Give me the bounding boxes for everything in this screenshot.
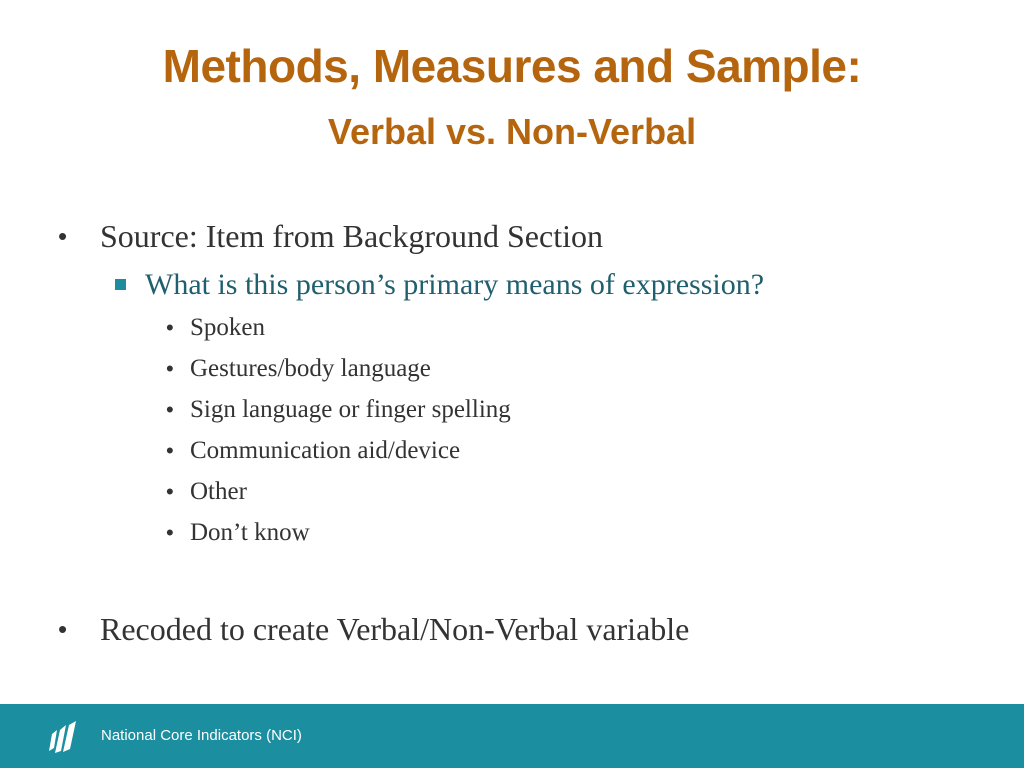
bullet-dot-icon: • <box>166 315 174 340</box>
option-text: Spoken <box>190 314 265 341</box>
bullet-source-text: Source: Item from Background Section <box>100 218 603 254</box>
sub-bullet-question <box>145 265 764 305</box>
bullet-dot-icon: • <box>166 520 174 545</box>
slide-subtitle: Verbal vs. Non-Verbal <box>327 111 697 152</box>
option-item <box>166 516 310 550</box>
question-text: What is this person’s primary means of expression? <box>145 268 765 301</box>
option-item <box>166 475 247 509</box>
bullet-recoded <box>58 609 690 649</box>
option-text: Don’t know <box>190 519 310 546</box>
option-item <box>166 352 431 386</box>
bullet-dot-icon: • <box>58 221 68 251</box>
square-bullet-icon <box>115 279 126 290</box>
option-text: Communication aid/device <box>190 437 461 464</box>
option-item <box>166 311 265 345</box>
bullet-dot-icon: • <box>58 614 68 644</box>
slide-title: Methods, Measures and Sample: <box>162 40 862 92</box>
bullet-dot-icon: • <box>166 356 174 381</box>
footer-text: National Core Indicators (NCI) <box>101 727 302 744</box>
option-text: Gestures/body language <box>190 355 431 382</box>
bullet-dot-icon: • <box>166 397 174 422</box>
bullet-source <box>58 216 603 256</box>
bullet-dot-icon: • <box>166 438 174 463</box>
option-item <box>166 393 511 427</box>
bullet-dot-icon: • <box>166 479 174 504</box>
option-text: Sign language or finger spelling <box>190 396 511 423</box>
option-item <box>166 434 461 468</box>
bullet-recoded-text: Recoded to create Verbal/Non-Verbal variable <box>100 611 690 647</box>
nci-logo-icon <box>48 720 80 754</box>
footer-bar <box>0 704 1024 768</box>
option-text: Other <box>190 478 247 505</box>
